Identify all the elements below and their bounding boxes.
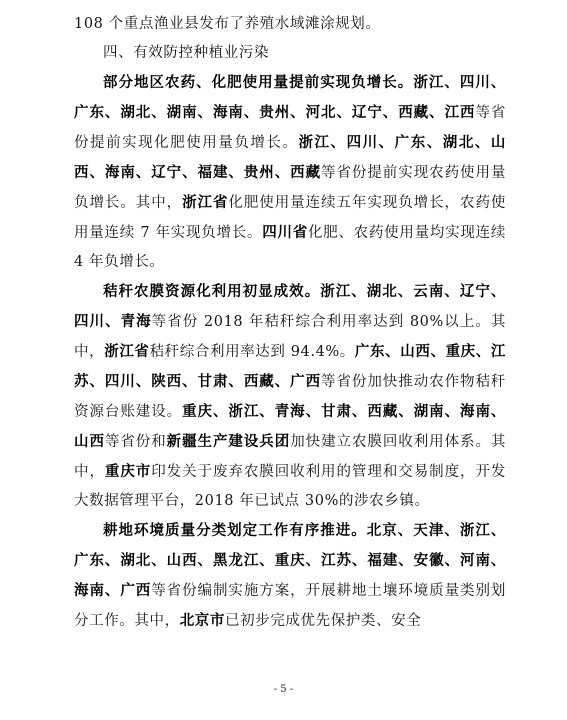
region-name: 浙江省 — [182, 194, 229, 211]
body-text: 印发关于废弃农膜回收利用的管理和交易制度，开发大数据管理平台，2018 年已试点 30%的涉农乡镇。 — [74, 464, 506, 509]
intro-paragraph — [74, 10, 506, 39]
body-text: 已初步完成优先保护类、安全 — [225, 613, 422, 629]
region-name: 重庆市 — [104, 463, 152, 480]
body-text: 等省份 2018 年秸秆综合利用率达到 80%以上。其中， — [74, 314, 507, 360]
body-text: 加快建立农膜回收利用体系。其中， — [74, 434, 507, 480]
region-list: 浙江、四川、广东、湖北、山西、海南、辽宁、福建、贵州、西藏 — [74, 134, 506, 181]
section-heading: 四、有效防控种植业污染 — [103, 45, 270, 61]
region-list: 浙江、四川、广东、湖北、湖南、海南、贵州、河北、辽宁、西藏、江西 — [74, 74, 506, 121]
body-text: 等省份和 — [104, 434, 167, 450]
paragraph-farmland-quality — [74, 516, 506, 636]
page-number: - 5 - — [273, 684, 294, 695]
body-text: 等省份提前实现化肥使用量负增长。 — [74, 105, 506, 151]
region-name: 北京市 — [179, 612, 226, 629]
body-text: 化肥、农药使用量均实现连续 4 年负增长。 — [74, 225, 506, 270]
region-name: 新疆生产建设兵团 — [166, 433, 291, 450]
body-text: 秸秆综合利用率达到 94.4%。 — [149, 344, 355, 360]
body-text: 等省份编制实施方案，开展耕地土壤环境质量类别划分工作。其中， — [74, 583, 506, 629]
intro-text: 108 个重点渔业县发布了养殖水域滩涂规划。 — [74, 16, 381, 32]
paragraph-lead: 秸秆农膜资源化利用初显成效。 — [103, 283, 321, 300]
paragraph-pesticide-fertilizer — [74, 68, 506, 277]
region-list: 浙江、湖北、云南、辽宁、四川、青海 — [74, 283, 506, 330]
paragraph-lead: 部分地区农药、化肥使用量提前实现负增长。 — [103, 74, 414, 91]
region-list: 广东、山西、重庆、江苏、四川、陕西、甘肃、西藏、广西 — [74, 343, 506, 390]
paragraph-lead: 耕地环境质量分类划定工作有序推进。 — [103, 522, 367, 539]
region-name: 浙江省 — [104, 343, 150, 360]
document-body — [74, 10, 506, 636]
region-name: 四川省 — [262, 224, 308, 241]
body-text: 等省份提前实现农药使用量负增长。其中， — [74, 165, 506, 211]
region-list: 重庆、浙江、青海、甘肃、西藏、湖南、海南、山西 — [74, 403, 506, 450]
region-list: 北京、天津、浙江、广东、湖北、山西、黑龙江、重庆、江苏、福建、安徽、河南、海南、广西 — [74, 522, 506, 599]
paragraph-straw-film — [74, 277, 506, 516]
section-heading-paragraph — [74, 39, 506, 68]
body-text: 等省份加快推动农作物秸秆资源台账建设。 — [74, 374, 506, 420]
body-text: 化肥使用量连续五年实现负增长，农药使用量连续 7 年实现负增长。 — [74, 195, 506, 241]
